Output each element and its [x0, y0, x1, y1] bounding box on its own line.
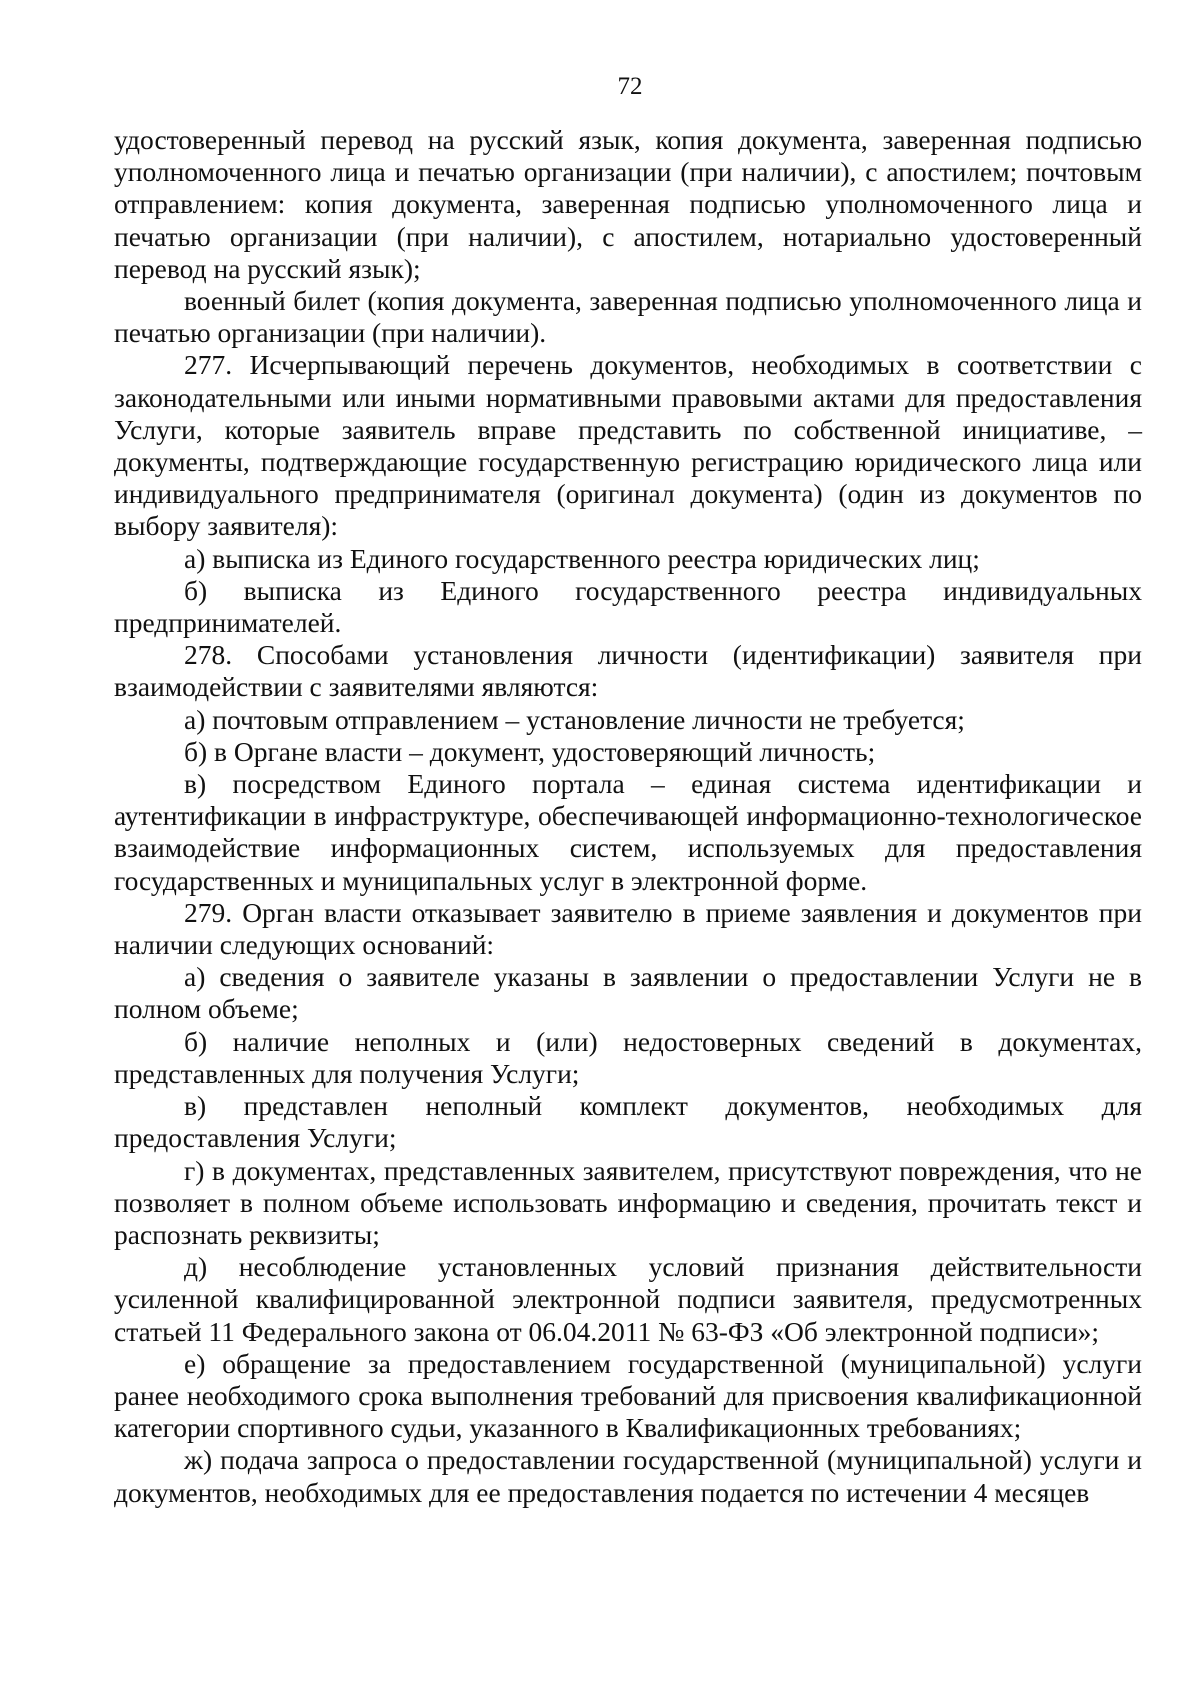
- paragraph: е) обращение за предоставлением государственной (муниципальной) услуги ранее необходимого срока выполнения требований для присвоения квалификационной категории спортивного судьи, указанного в Квалификационных требованиях;: [114, 1347, 1142, 1444]
- paragraph: в) посредством Единого портала – единая система идентификации и аутентификации в инфраструктуре, обеспечивающей информационно-технологическое взаимодействие информационных систем, используемых для предоставления государственных и муниципальных услуг в электронной форме.: [114, 768, 1142, 896]
- paragraph: а) почтовым отправлением – установление личности не требуется;: [184, 703, 965, 735]
- paragraph: ж) подача запроса о предоставлении государственной (муниципальной) услуги и документов, необходимых для ее предоставления подается по истечении 4 месяцев: [114, 1444, 1142, 1508]
- paragraph: б) выписка из Единого государственного реестра индивидуальных предпринимателей.: [114, 574, 1142, 639]
- paragraph: б) в Органе власти – документ, удостоверяющий личность;: [184, 735, 876, 767]
- paragraph: в) представлен неполный комплект документов, необходимых для предоставления Услуги;: [114, 1090, 1142, 1154]
- paragraph: д) несоблюдение установленных условий признания действительности усиленной квалифицированной электронной подписи заявителя, предусмотренных статьей 11 Федерального закона от 06.04.2011 № 63-ФЗ «Об электронной подписи»;: [114, 1251, 1142, 1347]
- paragraph: а) сведения о заявителе указаны в заявлении о предоставлении Услуги не в полном объеме;: [114, 961, 1142, 1025]
- paragraph: б) наличие неполных и (или) недостоверных сведений в документах, представленных для получения Услуги;: [114, 1025, 1142, 1089]
- paragraph: а) выписка из Единого государственного реестра юридических лиц;: [184, 542, 980, 574]
- paragraph: удостоверенный перевод на русский язык, копия документа, заверенная подписью уполномоченного лица и печатью организации (при наличии), с апостилем; почтовым отправлением: копия документа, заверенная подписью уполномоченного лица и печатью организации (при наличии), с апостилем, нотариально удостоверенный перевод на русский язык);: [114, 124, 1142, 284]
- paragraph: 277. Исчерпывающий перечень документов, необходимых в соответствии с законодательными или иными нормативными правовыми актами для предоставления Услуги, которые заявитель вправе представить по собственной инициативе, – документы, подтверждающие государственную регистрацию юридического лица или индивидуального предпринимателя (оригинал документа) (один из документов по выбору заявителя):: [114, 349, 1142, 542]
- paragraph: военный билет (копия документа, заверенная подписью уполномоченного лица и печатью организации (при наличии).: [114, 285, 1142, 349]
- document-body: [114, 124, 1142, 1509]
- page-number: 72: [617, 73, 643, 100]
- paragraph: 279. Орган власти отказывает заявителю в приеме заявления и документов при наличии следующих оснований:: [114, 896, 1142, 961]
- paragraph: г) в документах, представленных заявителем, присутствуют повреждения, что не позволяет в полном объеме использовать информацию и сведения, прочитать текст и распознать реквизиты;: [114, 1154, 1142, 1250]
- paragraph: 278. Способами установления личности (идентификации) заявителя при взаимодействии с заявителями являются:: [114, 639, 1142, 703]
